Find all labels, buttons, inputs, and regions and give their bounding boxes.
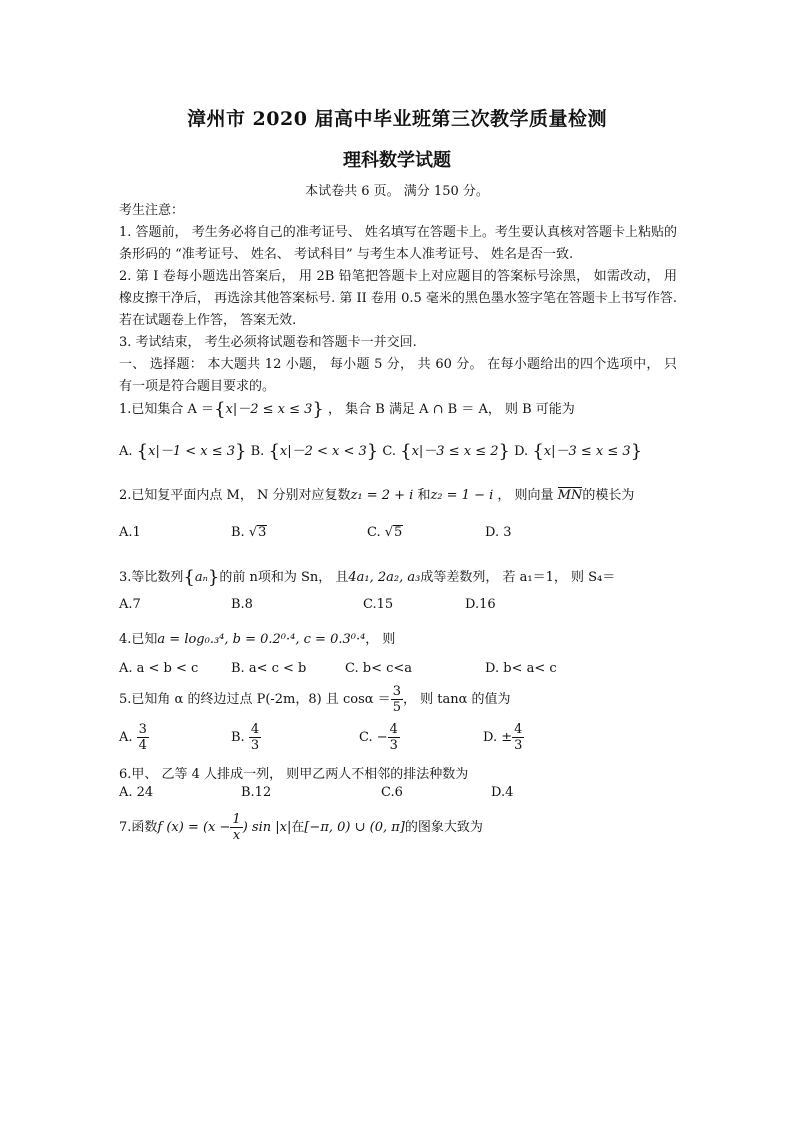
q6-option-b: B.12	[241, 785, 272, 800]
q4-option-c: C. b< c<a	[345, 661, 413, 676]
q7-text2: 在	[291, 820, 305, 835]
q1-option-d: D. {x|－3 ≤ x ≤ 3}	[514, 441, 643, 462]
q7-text3: 的图象大致为	[404, 820, 483, 835]
question-4	[119, 628, 679, 647]
q3-text1: 3.等比数列	[119, 570, 184, 585]
q2-text3: ， 则向量	[493, 488, 558, 503]
question-2	[119, 484, 679, 503]
exam-info: 本试卷共 6 页。 满分 150 分。	[305, 184, 489, 199]
q2-option-a: A.1	[119, 525, 141, 540]
q2-z2: z₂ = 1 − i	[430, 488, 494, 503]
q4-suffix: ， 则	[365, 632, 396, 647]
q4-option-b: B. a< c < b	[231, 661, 307, 676]
exam-title: 漳州市 2020 届高中毕业班第三次教学质量检测	[186, 108, 608, 130]
q6-option-d: D.4	[491, 785, 514, 800]
q5-option-c: C. − $\frac{4}{3}$	[359, 722, 398, 753]
q7-func: f (x) = (x −	[157, 820, 231, 835]
q2-option-b: B. √3	[231, 525, 267, 540]
q3-cond: 4a₁, 2a₂, a₃	[348, 570, 421, 585]
q3-seq: aₙ	[194, 570, 208, 585]
q3-text2: 的前 n项和为 Sn， 且	[219, 570, 349, 585]
q2-vector: MN	[557, 488, 583, 503]
question-1: 1.已知集合 A ＝{x|－2 ≤ x ≤ 3} ， 集合 B 满足 A ∩ B ＝ A， 则 B 可能为	[119, 399, 575, 420]
q1-options	[119, 440, 679, 462]
q5-option-b: B. $\frac{4}{3}$	[231, 722, 260, 753]
q4-prefix: 4.已知	[119, 632, 158, 647]
q6-option-a: A. 24	[119, 785, 154, 800]
q5-fraction: $\frac{3}{5}$	[392, 684, 401, 715]
q5-option-d: D. ± $\frac{4}{3}$	[483, 722, 523, 753]
q7-domain: [−π, 0) ∪ (0, π]	[304, 820, 405, 835]
q3-text3: 成等差数列， 若 a₁＝1， 则 S₄＝	[420, 570, 616, 585]
section-heading: 一、 选择题： 本大题共 12 小题， 每小题 5 分， 共 60 分。 在每小题给出的四个选项中， 只有一项是符合题目要求的。	[119, 357, 677, 394]
q4-expr: a = log₀.₃⁴, b = 0.2⁰·⁴, c = 0.3⁰·⁴	[157, 632, 366, 647]
q3-option-d: D.16	[465, 597, 496, 612]
q5-text1: 5.已知角 α 的终边过点 P(-2m，8) 且 cosα ＝	[119, 692, 391, 707]
q2-text: 2.已知复平面内点 M， N 分别对应复数	[119, 488, 351, 503]
question-6: 6.甲、 乙等 4 人排成一列， 则甲乙两人不相邻的排法种数为	[119, 767, 469, 782]
q2-option-d: D. 3	[485, 525, 512, 540]
notice-block	[119, 200, 677, 398]
q2-option-c: C. √5	[367, 525, 403, 540]
q1-option-c: C. {x|－3 ≤ x ≤ 2}	[382, 441, 510, 462]
question-7	[119, 812, 679, 843]
notice-item-1: 1. 答题前， 考生务必将自己的准考证号、 姓名填写在答题卡上。考生要认真核对答题卡上粘贴的条形码的 “准考证号、 姓名、 考试科目” 与考生本人准考证号、 姓名是否一致.	[119, 225, 677, 262]
q3-option-c: C.15	[363, 597, 394, 612]
q5-text2: ， 则 tanα 的值为	[402, 692, 511, 707]
notice-item-3: 3. 考试结束， 考生必须将试题卷和答题卡一并交回.	[119, 335, 417, 350]
q2-text4: 的模长为	[582, 488, 635, 503]
q7-fraction: $\frac{1}{x}$	[232, 812, 241, 843]
q3-option-b: B.8	[231, 597, 253, 612]
question-5	[119, 684, 679, 715]
q7-text1: 7.函数	[119, 820, 158, 835]
q1-suffix: ， 集合 B 满足 A ∩ B ＝ A， 则 B 可能为	[323, 402, 575, 417]
q1-option-b: B. {x|－2 < x < 3}	[250, 441, 379, 462]
q3-option-a: A.7	[119, 597, 141, 612]
notice-item-2: 2. 第 I 卷每小题选出答案后， 用 2B 铅笔把答题卡上对应题目的答案标号涂黑， 如需改动， 用橡皮擦干净后， 再选涂其他答案标号. 第 II 卷用 0.5 毫米的黑色墨水签字笔在答题卡上书写作答. 若在试题卷上作答， 答案无效.	[119, 269, 678, 328]
q5-option-a: A. $\frac{3}{4}$	[119, 722, 147, 753]
q2-z1: z₁ = 2 + i	[350, 488, 414, 503]
q6-option-c: C.6	[381, 785, 403, 800]
q4-option-d: D. b< a< c	[485, 661, 557, 676]
question-3: 3.等比数列{aₙ}的前 n项和为 Sn， 且4a₁, 2a₂, a₃成等差数列， 若 a₁＝1， 则 S₄＝	[119, 567, 616, 588]
q7-func2: ) sin |x|	[242, 820, 292, 835]
notice-heading: 考生注意：	[119, 203, 185, 218]
q1-prefix: 1.已知集合 A ＝	[119, 402, 215, 417]
q1-option-a: A. {x|－1 < x ≤ 3}	[119, 441, 247, 462]
q4-option-a: A. a < b < c	[119, 661, 199, 676]
exam-subtitle: 理科数学试题	[343, 150, 451, 171]
q1-set: x|－2 ≤ x ≤ 3	[225, 402, 313, 417]
q2-and: 和	[413, 488, 431, 503]
